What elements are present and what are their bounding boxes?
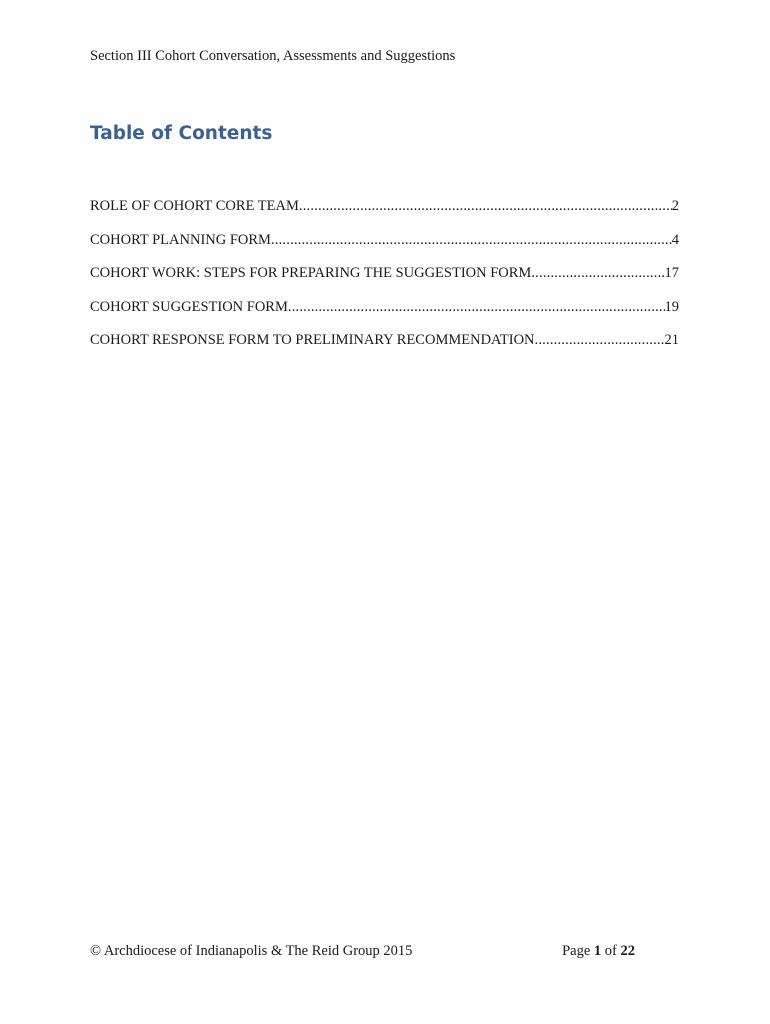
toc-entry-title: ROLE OF COHORT CORE TEAM: [90, 198, 299, 214]
page-footer: [90, 942, 635, 960]
toc-dot-leader: [531, 264, 664, 282]
toc-entry-title: COHORT WORK: STEPS FOR PREPARING THE SUGGESTION FORM: [90, 265, 532, 281]
footer-page-total: 22: [620, 943, 635, 959]
toc-entry-cohort-work-steps[interactable]: [90, 264, 679, 282]
header-text: Section III Cohort Conversation, Assessments and Suggestions: [90, 48, 456, 64]
footer-page-label: Page: [562, 943, 591, 959]
toc-entry-page: 17: [664, 265, 679, 281]
toc-dot-leader: [299, 197, 672, 215]
table-of-contents: [90, 197, 679, 365]
toc-entry-cohort-suggestion-form[interactable]: [90, 298, 679, 316]
toc-title: Table of Contents: [90, 123, 273, 144]
footer-page-of: of: [604, 943, 617, 959]
toc-entry-role-of-cohort-core-team[interactable]: [90, 197, 679, 215]
toc-entry-cohort-planning-form[interactable]: [90, 231, 679, 249]
footer-copyright: © Archdiocese of Indianapolis & The Reid Group 2015: [90, 943, 413, 959]
toc-entry-page: 2: [671, 198, 679, 214]
toc-dot-leader: [271, 231, 672, 249]
footer-page-number: [562, 942, 635, 960]
toc-entry-page: 21: [664, 332, 679, 348]
toc-entry-title: COHORT PLANNING FORM: [90, 231, 271, 248]
toc-dot-leader: [535, 331, 665, 349]
toc-entry-title: COHORT SUGGESTION FORM: [90, 298, 288, 315]
toc-entry-title: COHORT RESPONSE FORM TO PRELIMINARY RECOMMENDATION: [90, 332, 535, 348]
toc-entry-page: 4: [671, 231, 679, 248]
footer-page-current: 1: [593, 943, 602, 959]
page-header: [90, 47, 455, 65]
toc-entry-cohort-response-form[interactable]: [90, 331, 679, 349]
toc-entry-page: 19: [664, 298, 679, 315]
toc-dot-leader: [288, 298, 665, 316]
